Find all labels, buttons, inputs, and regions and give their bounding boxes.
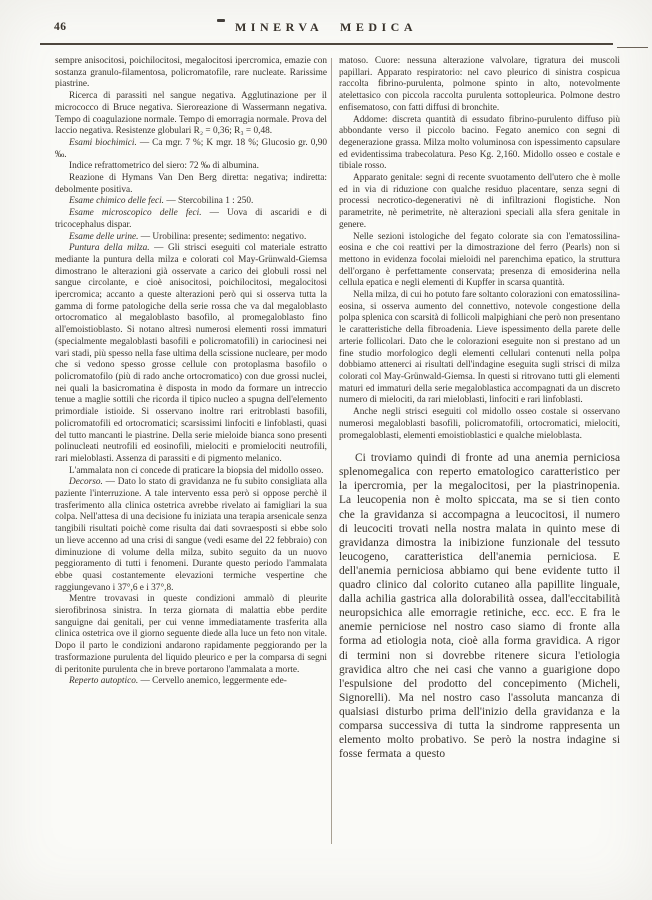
paragraph: Ci troviamo quindi di fronte ad una anemia perniciosa splenomegalica con reperto ematologico caratteristico per la ipercromia, per la megalocitosi, per la piastrinopenia. La leucopenia non è molto spiccata, ma se si tien conto che la gravidanza si accompagna a leucocitosi, il numero di leucociti trovati nella nostra malata in quinto mese di gravidanza dimostra la inibizione funzionale del tessuto leucogeno, caratteristica dell'anemia perniciosa. E dell'anemia perniciosa abbiamo qui bene evidente tutto il quadro clinico dal colorito cutaneo alla papillite linguale, dalla achilia gastrica alla dolorabilità ossea, dall'eccitabilità neuropsichica alle emorragie retiniche, ecc. ecc. E fra le anemie perniciose nel nostro caso siamo di fronte alla forma ad etiologia nota, cioè alla forma gravidica. A rigor di termini non si dovrebbe ritenere sicura l'etiologia gravidica altro che nei casi che vanno a guarigione dopo l'espulsione del prodotto del concepimento (Micheli, Signorelli). Ma nel nostro caso l'assoluta mancanza di qualsiasi disturbo prima dell'inizio della gravidanza e la comparsa successiva di tutta la sindrome rappresenta un elemento molto probativo. Se però la nostra indagine si fosse fermata a questo: [339, 452, 620, 761]
page-number: 46: [54, 21, 67, 33]
paragraph-lead: Reperto autoptico.: [69, 676, 139, 687]
paragraph: Anche negli strisci eseguiti col midollo osseo costale si osservano numerosi megaloblasti basofili, policromatofili, ortocromatici, mielociti, promegaloblasti, elementi emoistioblastici e qualche mieloblasta.: [339, 407, 620, 441]
paragraph-lead: Esami biochimici.: [69, 137, 137, 148]
paragraph: Ricerca di parassiti nel sangue negativa. Agglutinazione per il micrococco di Bruce negativa. Sieroreazione di Wassermann negativa. Tempo di coagulazione normale. Tempo di emorragia normale. Prova del laccio negativa. Resistenze globulari R₂ = 0,36; R₃ = 0,48.: [55, 91, 327, 137]
paragraph-lead: Esame microscopico delle feci.: [69, 208, 202, 219]
header-rule-tail: [617, 47, 648, 48]
ink-speck: [217, 19, 225, 22]
paragraph: Nelle sezioni istologiche del fegato colorate sia con l'ematossilina-eosina e che coi reattivi per la dimostrazione del ferro (Pearls) non si mettono in evidenza focolai mieloidi nel parenchima epatico, la struttura dell'organo è perfettamente conservata; presenza di emosiderina nella cellula epatica e negli elementi di Kupffer in scarsa quantità.: [339, 231, 620, 289]
paragraph: Decorso. — Dato lo stato di gravidanza ne fu subito consigliata alla paziente l'interruzione. A tale intervento essa però si oppose perchè il trasferimento alla clinica ostetrica avrebbe rivelato ai famigliari la sua colpa. Nell'attesa di una decisione fu iniziata una terapia arsenicale senza tangibili risultati poichè come risulta dai dati sovraesposti si ebbe solo un lieve accenno ad una crisi di sangue (vedi esame del 22 febbraio) con diminuzione di volume della milza, subito seguito da un nuovo peggioramento di tutti i fenomeni. Durante questo periodo l'ammalata ebbe quasi costantemente elevazioni termiche vespertine che raggiungevano i 37°,6 e i 37°,8.: [55, 477, 327, 593]
journal-title: MINERVA MEDICA: [234, 20, 418, 34]
paragraph: Addome: discreta quantità di essudato fibrino-purulento diffuso più abbondante verso il piccolo bacino. Fegato anemico con segni di degenerazione grassa. Milza molto voluminosa con ispessimento capsulare ed evidentissima trabecolatura. Peso Kg. 2,160. Midollo osseo e costale e tibiale rosso.: [339, 114, 620, 172]
paragraph: Esame microscopico delle feci. — Uova di ascaridi e di tricocephalus dispar.: [55, 208, 327, 230]
paragraph: Esame delle urine. — Urobilina: presente; sedimento: negativo.: [69, 231, 307, 242]
paragraph: Apparato genitale: segni di recente svuotamento dell'utero che è molle ed in via di riduzione con qualche residuo placentare, senza segni di processi necrotico-degenerativi nè di infiltrazioni flogistiche. Non parametrite, nè perimetrite, nè alterazioni speciali alla sfera genitale in genere.: [339, 173, 620, 230]
page-header: [40, 18, 612, 42]
paragraph: Esame chimico delle feci. — Stercobilina 1 : 250.: [69, 196, 254, 207]
paragraph: Reperto autoptico. — Cervello anemico, leggermente ede-: [69, 676, 287, 687]
paragraph: Esami biochimici. — Ca mgr. 7 %; K mgr. 18 %; Glucosio gr. 0,90 ‰.: [55, 137, 327, 160]
header-rule: [40, 43, 613, 45]
paragraph-lead: Decorso.: [69, 477, 103, 488]
paragraph-lead: Esame delle urine.: [69, 231, 139, 242]
paragraph-lead: Puntura della milza.: [69, 243, 150, 254]
paragraph: Nella milza, di cui ho potuto fare soltanto colorazioni con ematossilina-eosina, si osserva aumento del connettivo, notevole congestione della polpa splenica con scarsità di follicoli malpighiani che però non presentano le caratteristiche della fibroadenia. Lieve ispessimento della parete delle arterie follicolari. Dato che le colorazioni eseguite non si prestano ad un fine studio morfologico degli elementi cellulari contenuti nella polpa dobbiamo attenerci ai risultati dell'indagine eseguita sugli strisci di milza colorati col May-Grünwald-Giemsa. In questi si ritrovano tutti gli elementi maturi ed immaturi della serie megaloblastica accompagnati da un discreto numero di mielociti, da rari mieloblasti, linfociti e rari linfoblasti.: [339, 290, 620, 406]
column-divider: [331, 58, 332, 844]
paragraph: matoso. Cuore: nessuna alterazione valvolare, tigratura dei muscoli papillari. Apparato respiratorio: nel cavo pleurico di sinistra cospicua raccolta fibrino-purulenta, polmone spinto in alto, notevolmente atelettasico con piccola raccolta purulenta sottopleurica. Polmone destro enfisematoso, con fatti diffusi di bronchite.: [339, 56, 620, 113]
paragraph: sempre anisocitosi, poichilocitosi, megalocitosi ipercromica, emazie con sostanza granulo-filamentosa, policromatofile, rare nucleate. Rarissime piastrine.: [55, 56, 327, 90]
paragraph: L'ammalata non ci concede di praticare la biopsia del midollo osseo.: [69, 465, 324, 476]
paragraph: Puntura della milza. — Gli strisci eseguiti col materiale estratto mediante la puntura della milza e colorati col May-Grünwald-Giemsa dimostrano le alterazioni già osservate a carico dei globuli rossi nel sangue circolante, e cioè anisocitosi, poichilocitosi, megalocitosi ipercromica; accanto a queste alterazioni però qui si osserva tutta la gamma di forme patologiche della serie rossa che va dal megaloblasto ortocromatico al megaloblasto basofilo, al promegaloblasto fino all'emoistioblasto. Si notano altresì numerosi elementi rossi immaturi (specialmente megaloblasti basofili e policromatofili) in cariocinesi nei vari stadi, più spesso nella fase ultima della scissione nucleare, per modo che si vedono spesso grosse cellule con protoplasma basofilo o policromatofilo (più di rado anche ortocromatico) con due grossi nuclei, nei quali la basicromatina è disposta in modo da formare un intreccio tenue a maglie sottili che ricorda il tipico nucleo a spugna dell'elemento primordiale istioide. Si osservano inoltre rari eritroblasti basofili, policromatofili ed ortocromatici; scarsissimi linfociti e linfoblasti, quasi del tutto mancanti le piastrine. Della serie mieloide bianca sono presenti polinucleati neutrofili ed eosinofili, mielociti e promielociti neutrofili, rari mieloblasti. Assenza di parassiti e di pigmento melanico.: [55, 243, 327, 464]
paragraph: Mentre trovavasi in queste condizioni ammalò di pleurite sierofibrinosa sinistra. In terza giornata di malattia ebbe perdite sanguigne dai genitali, per cui venne immediatamente trasferita alla clinica ostetrica ove il giorno seguente diede alla luce un feto non vitale. Dopo il parto le condizioni andarono rapidamente peggiorando per la trasformazione purulenta del liquido pleurico e per la comparsa di segni di peritonite purulenta che in breve portarono l'ammalata a morte.: [55, 594, 327, 675]
left-column: [55, 56, 327, 848]
paragraph-lead: Esame chimico delle feci.: [69, 196, 164, 207]
paragraph: Reazione di Hymans Van Den Berg diretta: negativa; indiretta: debolmente positiva.: [55, 173, 327, 195]
right-column: [339, 56, 620, 848]
paragraph: Indice refrattometrico del siero: 72 ‰ di albumina.: [69, 161, 260, 172]
